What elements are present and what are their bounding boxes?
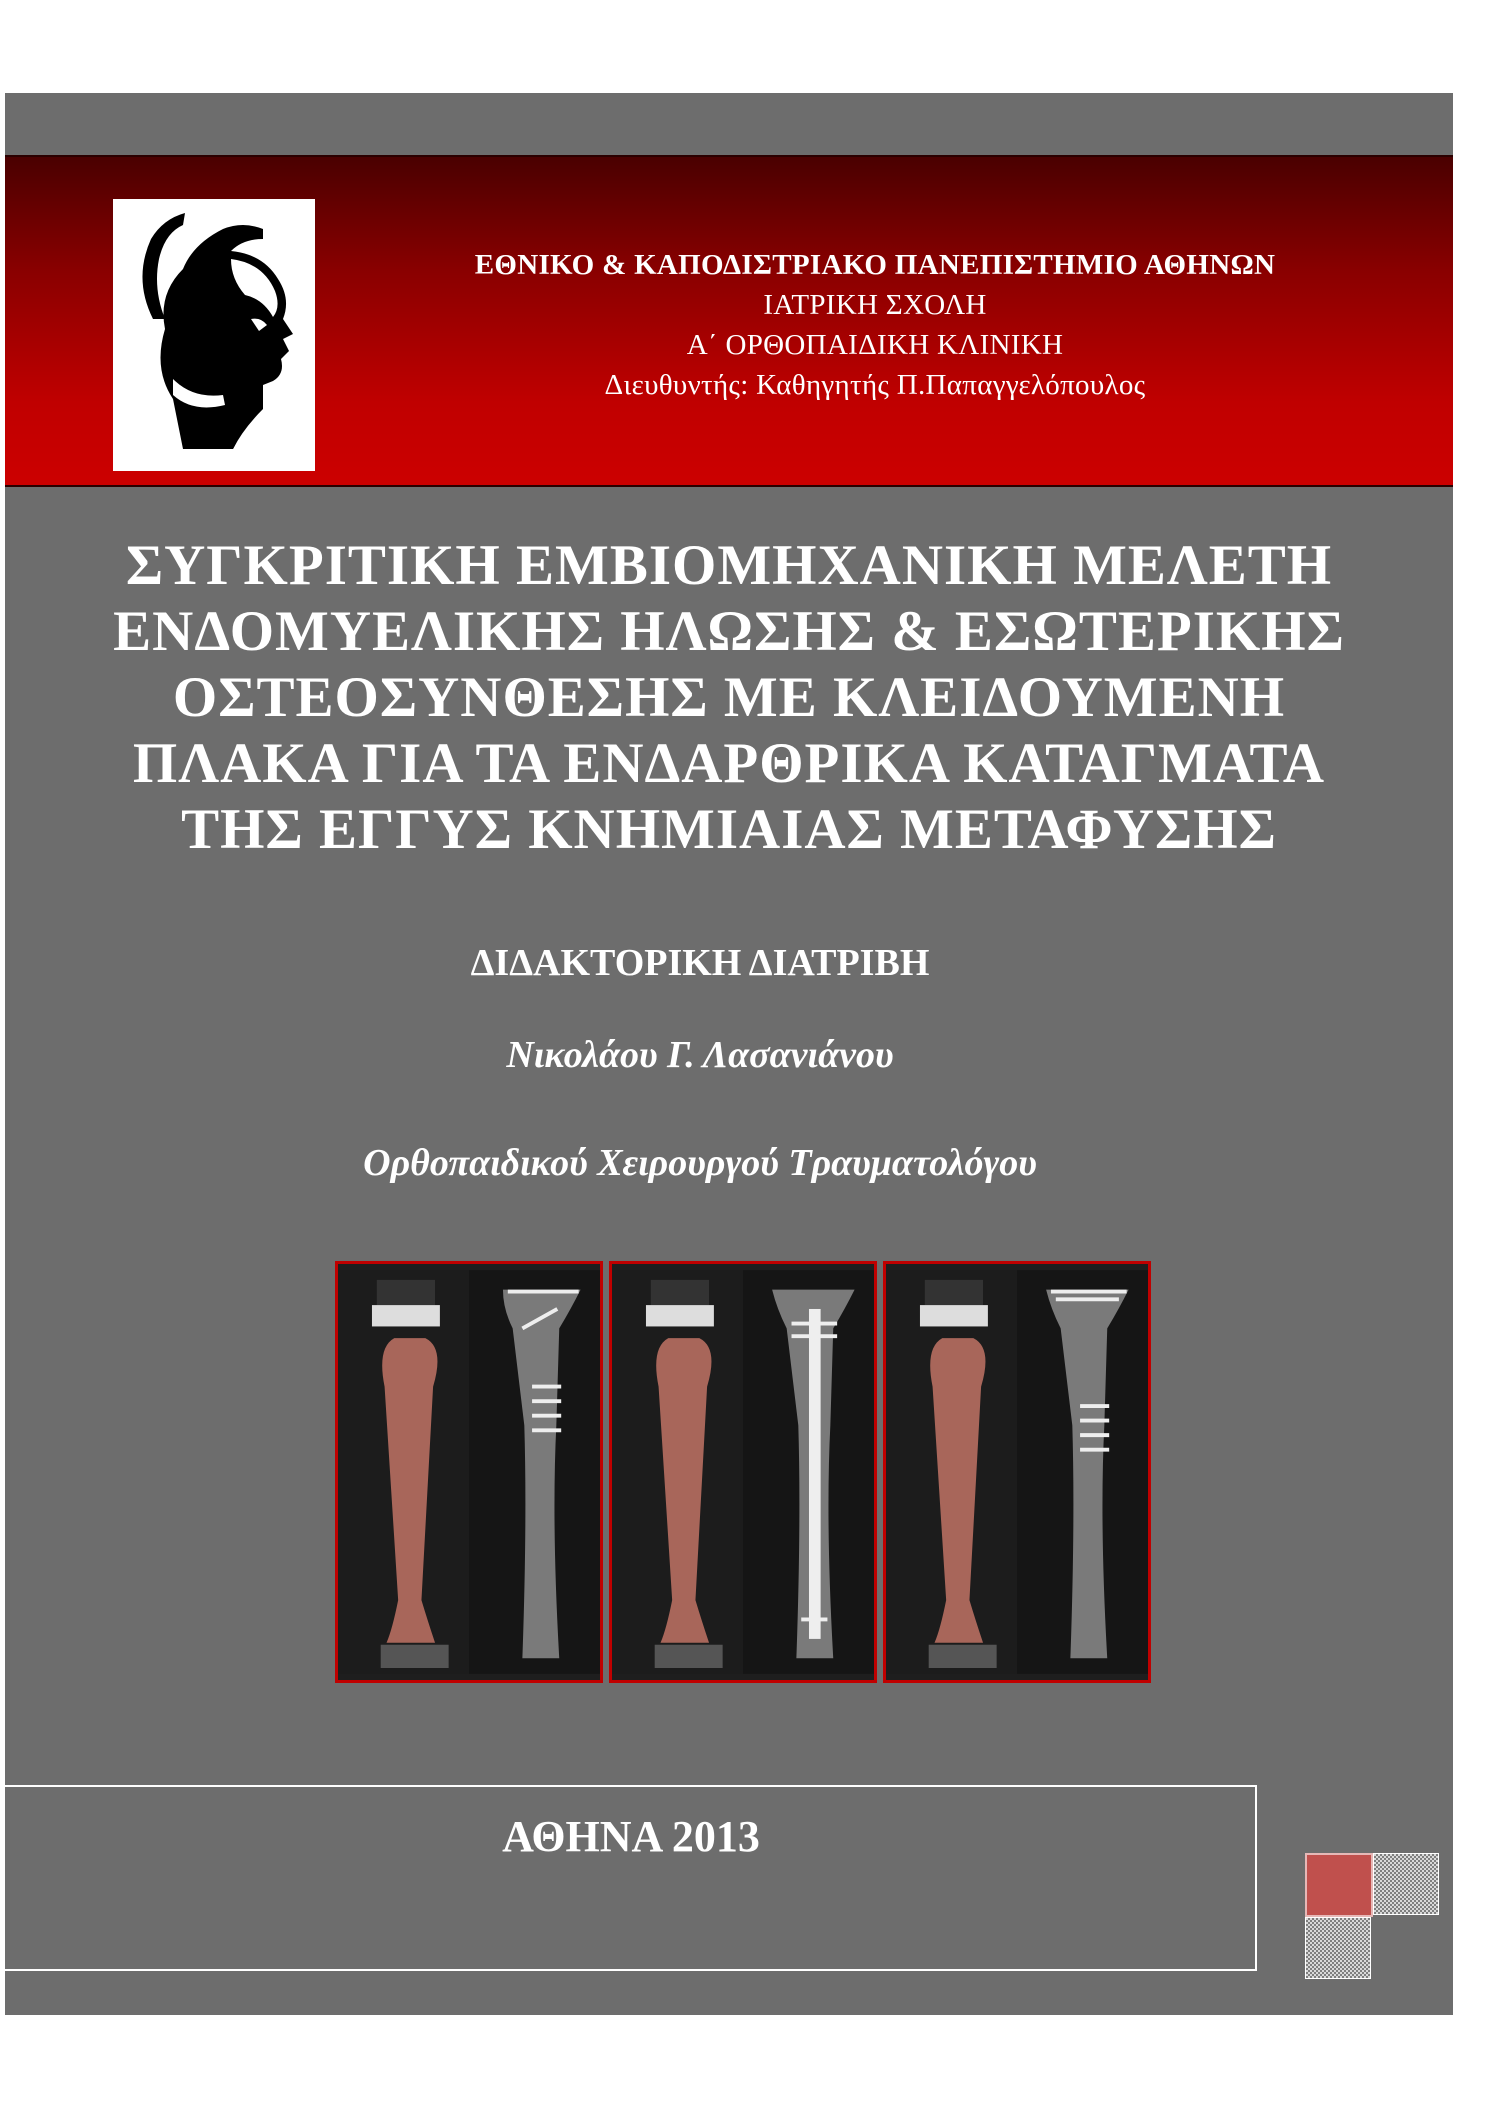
city-year: ΑΘΗΝΑ 2013 xyxy=(502,1812,760,1861)
header-band xyxy=(5,155,1453,487)
specimen-panel-3 xyxy=(883,1261,1151,1683)
athena-logo xyxy=(113,199,315,471)
cover-page xyxy=(5,93,1453,2015)
specimen-photo-strip xyxy=(335,1261,1157,1683)
title-line: ΟΣΤΕΟΣΥΝΘΕΣΗΣ ΜΕ ΚΛΕΙΔΟΥΜΕΝΗ xyxy=(172,666,1286,729)
bone-specimen-image xyxy=(886,1264,1148,1680)
clinic-name: Α΄ ΟΡΘΟΠΑΙΔΙΚΗ ΚΛΙΝΙΚΗ xyxy=(686,329,1064,361)
document-type: ΔΙΔΑΚΤΟΡΙΚΗ ΔΙΑΤΡΙΒΗ xyxy=(470,942,930,984)
specimen-panel-2 xyxy=(609,1261,877,1683)
decor-square-pattern xyxy=(1305,1917,1371,1979)
institution-block xyxy=(355,245,1395,405)
title-line: ΠΛΑΚΑ ΓΙΑ ΤΑ ΕΝΔΑΡΘΡΙΚΑ ΚΑΤΑΓΜΑΤΑ xyxy=(132,732,1326,795)
title-line: ΕΝΔΟΜΥΕΛΙΚΗΣ ΗΛΩΣΗΣ & ΕΣΩΤΕΡΙΚΗΣ xyxy=(113,600,1345,663)
school-name: ΙΑΤΡΙΚΗ ΣΧΟΛΗ xyxy=(763,289,987,321)
specimen-panel-1 xyxy=(335,1261,603,1683)
thesis-title xyxy=(65,533,1393,863)
bone-specimen-image xyxy=(338,1264,600,1680)
author-name: Νικολάου Γ. Λασανιάνου xyxy=(506,1034,894,1076)
bone-specimen-image xyxy=(612,1264,874,1680)
author-profession: Ορθοπαιδικού Χειρουργού Τραυματολόγου xyxy=(363,1142,1037,1184)
director-name: Διευθυντής: Καθηγητής Π.Παπαγγελόπουλος xyxy=(604,369,1146,401)
athena-helmet-icon xyxy=(113,199,315,471)
decor-square-red xyxy=(1305,1853,1373,1917)
decor-square-pattern xyxy=(1373,1853,1439,1915)
title-line: ΣΥΓΚΡΙΤΙΚΗ ΕΜΒΙΟΜΗΧΑΝΙΚΗ ΜΕΛΕΤΗ xyxy=(125,534,1333,597)
title-line: ΤΗΣ ΕΓΓΥΣ ΚΝΗΜΙΑΙΑΣ ΜΕΤΑΦΥΣΗΣ xyxy=(181,798,1277,861)
university-name: ΕΘΝΙΚΟ & ΚΑΠΟΔΙΣΤΡΙΑΚΟ ΠΑΝΕΠΙΣΤΗΜΙΟ ΑΘΗΝΩΝ xyxy=(474,249,1276,281)
